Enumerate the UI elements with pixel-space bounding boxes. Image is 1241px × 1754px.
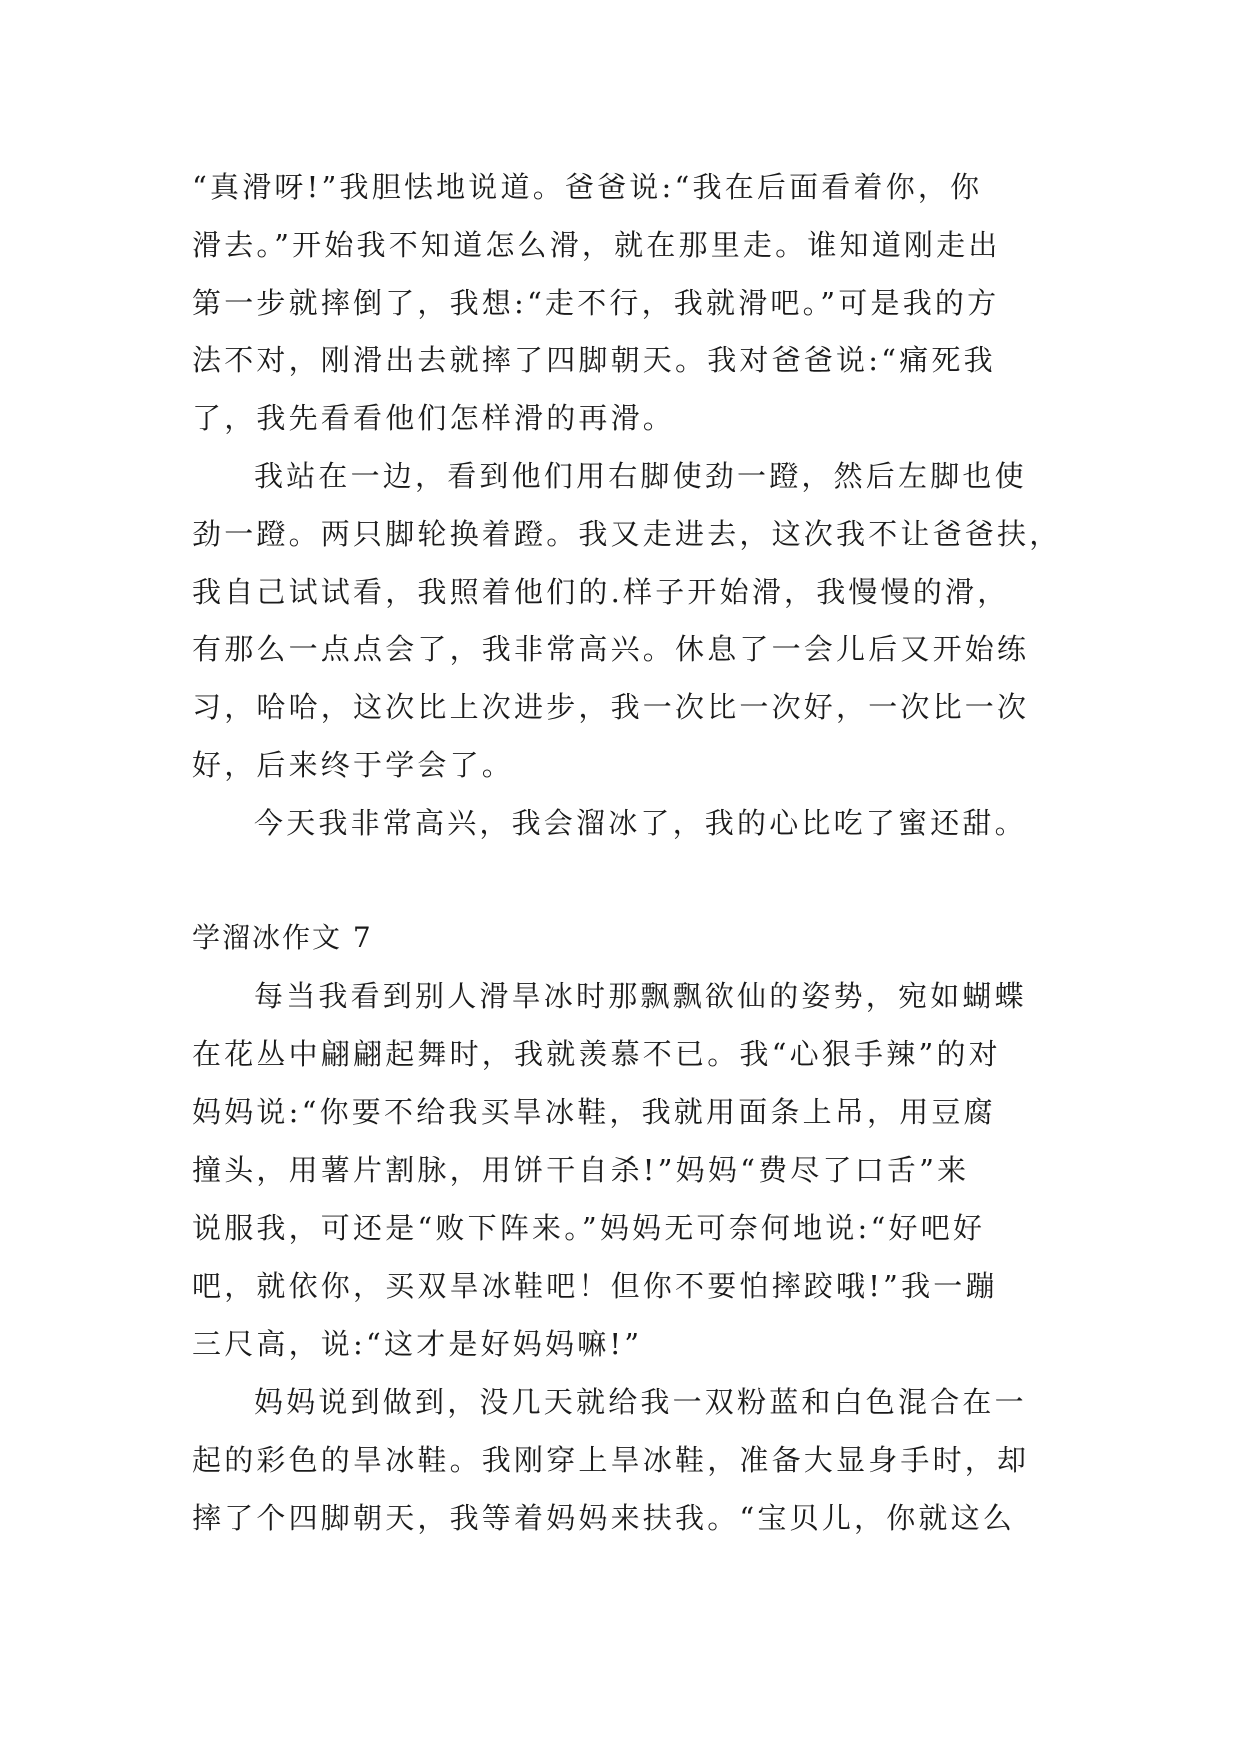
paragraph-line: 三尺高，说:“这才是好妈妈嘛!” <box>192 1327 643 1361</box>
paragraph-line: 撞头，用薯片割脉，用饼干自杀!”妈妈“费尽了口舌”来 <box>192 1153 970 1187</box>
paragraph-line: 我自己试试看，我照着他们的.样子开始滑，我慢慢的滑， <box>192 575 1010 609</box>
paragraph-line: 劲一蹬。两只脚轮换着蹬。我又走进去，这次我不让爸爸扶， <box>192 517 1062 551</box>
paragraph-line: 吧，就依你，买双旱冰鞋吧！但你不要怕摔跤哦!”我一蹦 <box>192 1269 998 1303</box>
paragraph-line: “真滑呀!”我胆怯地说道。爸爸说:“我在后面看着你，你 <box>192 170 983 204</box>
paragraph-line: 好，后来终于学会了。 <box>192 748 515 782</box>
paragraph-line: 每当我看到别人滑旱冰时那飘飘欲仙的姿势，宛如蝴蝶 <box>254 979 1027 1013</box>
paragraph-line: 有那么一点点会了，我非常高兴。休息了一会儿后又开始练 <box>192 632 1030 666</box>
paragraph-line: 妈妈说到做到，没几天就给我一双粉蓝和白色混合在一 <box>254 1385 1027 1419</box>
paragraph-line: 今天我非常高兴，我会溜冰了，我的心比吃了蜜还甜。 <box>254 806 1027 840</box>
paragraph-line: 法不对，刚滑出去就摔了四脚朝天。我对爸爸说:“痛死我 <box>192 343 996 377</box>
paragraph-line: 第一步就摔倒了，我想:“走不行，我就滑吧。”可是我的方 <box>192 286 1000 320</box>
paragraph-line: 摔了个四脚朝天，我等着妈妈来扶我。“宝贝儿，你就这么 <box>192 1501 1016 1535</box>
paragraph-line: 我站在一边，看到他们用右脚使劲一蹬，然后左脚也使 <box>254 459 1027 493</box>
paragraph-line: 在花丛中翩翩起舞时，我就羡慕不已。我“心狠手辣”的对 <box>192 1037 1001 1071</box>
paragraph-line: 滑去。”开始我不知道怎么滑，就在那里走。谁知道刚走出 <box>192 228 1001 262</box>
paragraph-line: 了，我先看看他们怎样滑的再滑。 <box>192 401 676 435</box>
paragraph-line: 起的彩色的旱冰鞋。我刚穿上旱冰鞋，准备大显身手时，却 <box>192 1443 1030 1477</box>
paragraph-line: 习，哈哈，这次比上次进步，我一次比一次好，一次比一次 <box>192 690 1030 724</box>
section-title: 学溜冰作文 7 <box>192 921 373 954</box>
paragraph-line: 妈妈说:“你要不给我买旱冰鞋，我就用面条上吊，用豆腐 <box>192 1095 996 1129</box>
paragraph-line: 说服我，可还是“败下阵来。”妈妈无可奈何地说:“好吧好 <box>192 1211 986 1245</box>
